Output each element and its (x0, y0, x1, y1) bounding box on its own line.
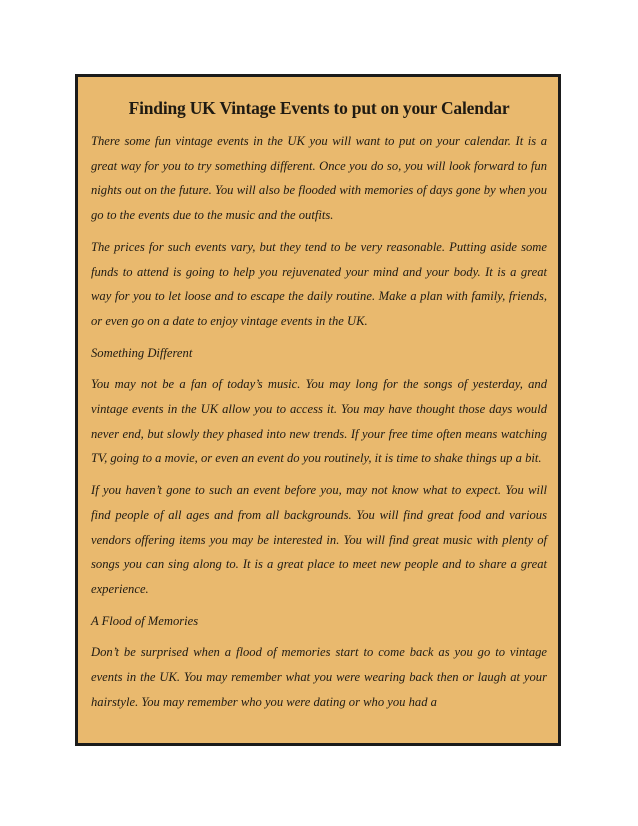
paragraph: The prices for such events vary, but they tend to be very reasonable. Putting aside some funds to attend is going to help you rejuvenated your mind and your body. It is a great way for you to let loose and to escape the daily routine. Make a plan with family, friends, or even go on a date to enjoy vintage events in the UK. (91, 239, 547, 328)
document-title: Finding UK Vintage Events to put on your Calendar (128, 98, 510, 118)
section-heading: Something Different (91, 345, 193, 360)
paragraph: You may not be a fan of today’s music. You may long for the songs of yesterday, and vintage events in the UK allow you to access it. You may have thought those days would never end, but slowly they phased into new trends. If your free time often means watching TV, going to a movie, or even an event do you routinely, it is time to shake things up a bit. (91, 377, 547, 466)
page-content-box (75, 74, 561, 746)
paragraph: If you haven’t gone to such an event before you, may not know what to expect. You will find people of all ages and from all backgrounds. You will find great food and various vendors offering items you may be interested in. You will find great music with plenty of songs you can sing along to. It is a great place to meet new people and to share a great experience. (91, 483, 547, 596)
section-heading: A Flood of Memories (91, 613, 199, 628)
paragraph: Don’t be surprised when a flood of memories start to come back as you go to vintage events in the UK. You may remember what you were wearing back then or laugh at your hairstyle. You may remember who you were dating or who you had a (91, 645, 547, 709)
paragraph: There some fun vintage events in the UK you will want to put on your calendar. It is a great way for you to try something different. Once you do so, you will look forward to fun nights out on the future. You will also be flooded with memories of days gone by when you go to the events due to the music and the outfits. (91, 134, 547, 223)
